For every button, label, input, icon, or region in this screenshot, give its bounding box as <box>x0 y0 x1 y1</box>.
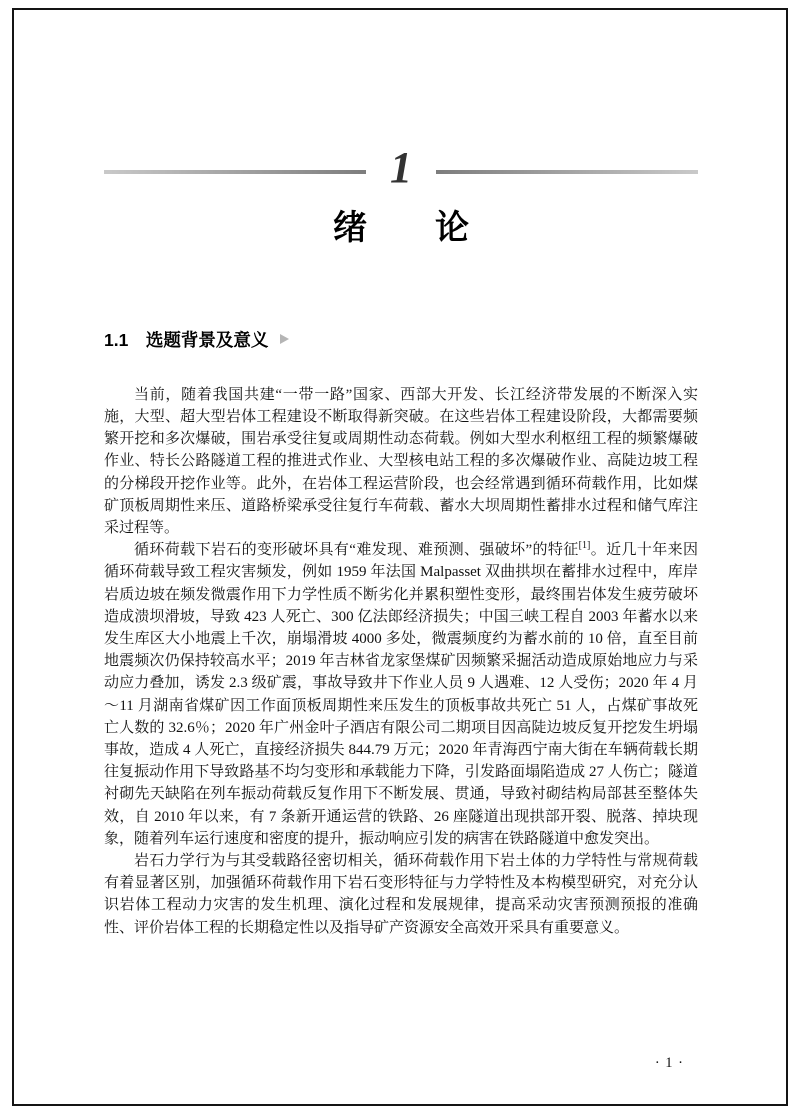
page-number: · 1 · <box>654 1055 684 1071</box>
section-heading <box>104 327 698 352</box>
paragraph-2 <box>104 539 698 850</box>
paragraph-2-continued: 。近几十年来因循环荷载导致工程灾害频发，例如 1959 年法国 Malpasset 双曲拱坝在蓄排水过程中，库岸岩质边坡在频发微震作用下力学性质不断劣化并累积塑性变形，最终围岩体发生疲劳破坏造成溃坝滑坡，导致 423 人死亡、300 亿法郎经济损失；中国三峡工程自 2003 年蓄水以来发生库区大小地震上千次，崩塌滑坡 4000 多处，微震频度约为蓄水前的 10 倍，直至目前地震频次仍保持较高水平；2019 年吉林省龙家堡煤矿因频繁采掘活动造成原始地应力与采动应力叠加，诱发 2.3 级矿震，事故导致井下作业人员 9 人遇难、12 人受伤；2020 年 4 月～11 月湖南省煤矿因工作面顶板周期性来压发生的顶板事故共死亡 51 人，占煤矿事故死亡人数的 32.6％；2020 年广州金叶子酒店有限公司二期项目因高陡边坡反复开挖发生坍塌事故，造成 4 人死亡，直接经济损失 844.79 万元；2020 年青海西宁南大街在车辆荷载长期往复振动作用下导致路基不均匀变形和承载能力下降，引发路面塌陷造成 27 人伤亡；隧道衬砌先天缺陷在列车振动荷载反复作用下不断发展、贯通，导致衬砌结构局部甚至整体失效，自 2010 年以来，有 7 条新开通运营的铁路、26 座隧道出现拱部开裂、脱落、掉块现象，随着列车运行速度和密度的提升，振动响应引发的病害在铁路隧道中愈发突出。 <box>104 542 698 847</box>
section-heading-text: 1.1 选题背景及意义 <box>104 329 269 350</box>
chapter-number: 1 <box>390 143 412 192</box>
paragraph-3: 岩石力学行为与其受载路径密切相关，循环荷载作用下岩土体的力学特性与常规荷载有着显著区别，加强循环荷载作用下岩石变形特征与力学特性及本构模型研究，对充分认识岩体工程动力灾害的发生机理、演化过程和发展规律，提高采动灾害预测预报的准确性、评价岩体工程的长期稳定性以及指导矿产资源安全高效开采具有重要意义。 <box>104 853 698 936</box>
paragraph-2-text: 循环荷载下岩石的变形破坏具有“难发现、难预测、强破坏”的特征 <box>134 542 579 559</box>
chapter-title: 绪 论 <box>333 209 469 247</box>
chapter-rule-left <box>104 170 366 174</box>
chapter-header <box>104 143 698 194</box>
body-text <box>104 384 698 939</box>
chapter-rule-right <box>436 170 698 174</box>
section-arrow-icon <box>280 334 289 344</box>
citation-ref: [1] <box>578 540 591 552</box>
paragraph-1: 当前，随着我国共建“一带一路”国家、西部大开发、长江经济带发展的不断深入实施，大型、超大型岩体工程建设不断取得新突破。在这些岩体工程建设阶段，大都需要频繁开挖和多次爆破，围岩承受往复或周期性动态荷载。例如大型水利枢纽工程的频繁爆破作业、特长公路隧道工程的推进式作业、大型核电站工程的多次爆破作业、高陡边坡工程的分梯段开挖作业等。此外，在岩体工程运营阶段，也会经常遇到循环荷载作用，比如煤矿顶板周期性来压、道路桥梁承受往复行车荷载、蓄水大坝周期性蓄排水过程和储气库注采过程等。 <box>104 386 698 537</box>
